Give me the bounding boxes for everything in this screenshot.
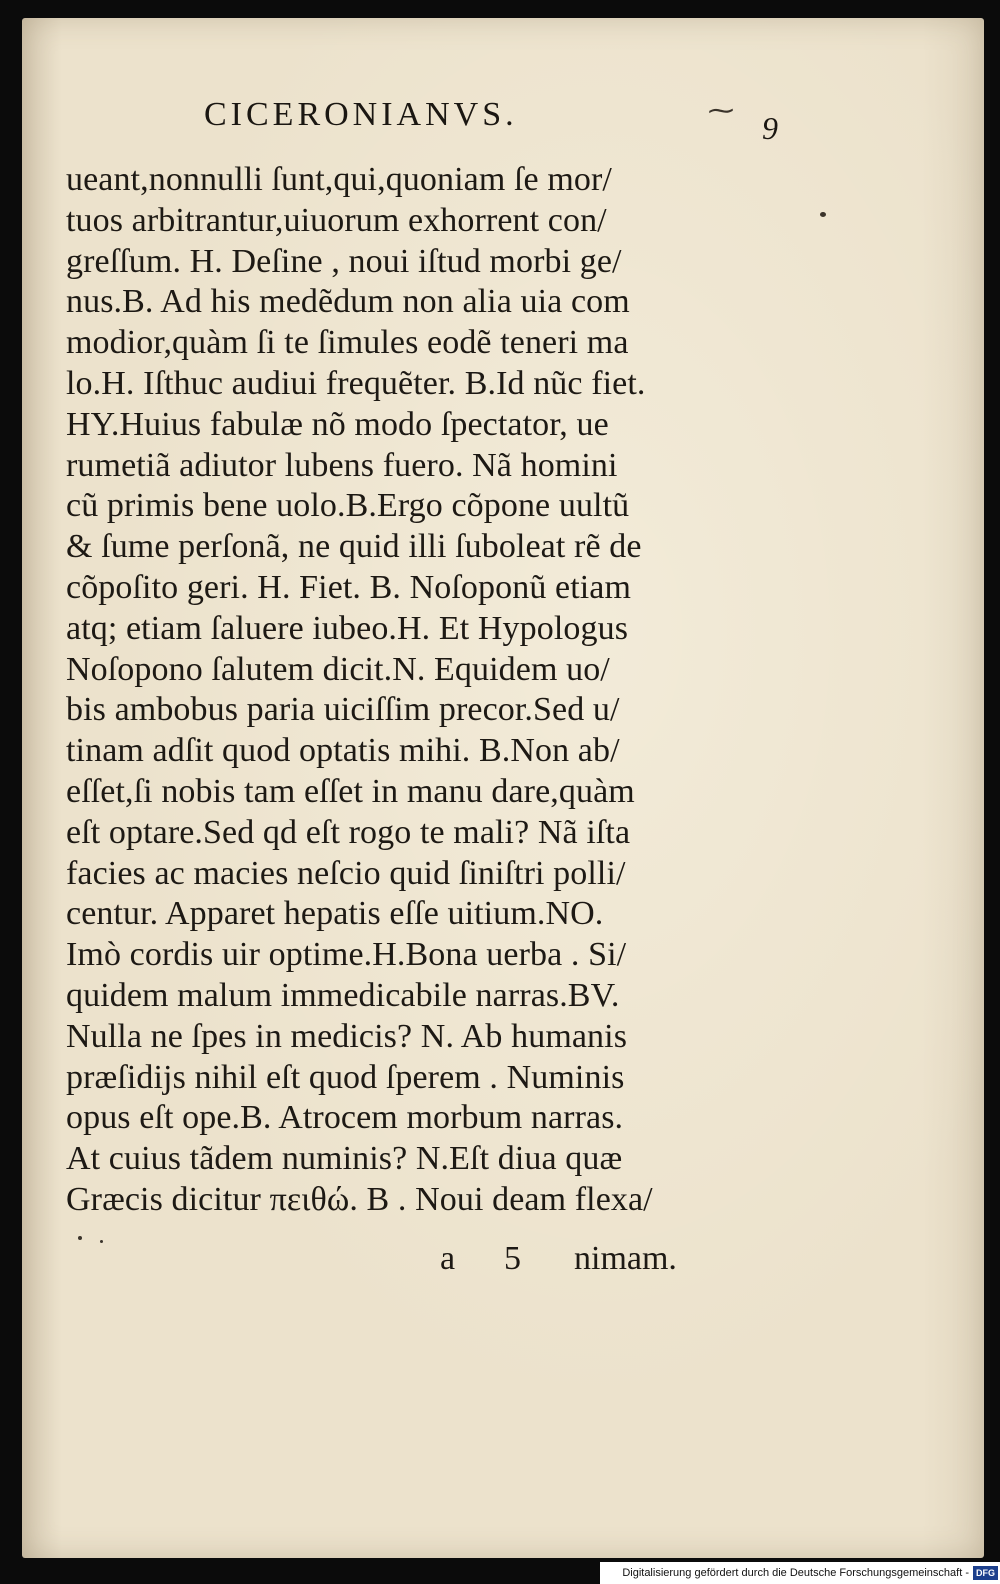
text-line: Græcis dicitur πειθώ. B . Noui deam flexa/	[66, 1180, 653, 1218]
text-line: bis ambobus paria uiciſſim precor.Sed u/	[66, 691, 620, 729]
ink-speck	[100, 1240, 103, 1243]
ink-speck	[820, 212, 826, 217]
text-line: HY.Huius fabulæ nõ modo ſpectator, ue	[66, 405, 609, 443]
text-line: rumetiã adiutor lubens fuero. Nã homini	[66, 446, 618, 484]
page-number: 9	[762, 110, 778, 146]
text-line: tinam adſit quod optatis mihi. B.Non ab/	[66, 732, 620, 770]
signature-mark: a	[440, 1240, 456, 1277]
text-line: centur. Apparet hepatis eſſe uitium.NO.	[66, 895, 604, 933]
text-line: facies ac macies neſcio quid ſiniſtri polli/	[66, 854, 626, 892]
text-line: Imò cordis uir optime.H.Bona uerba . Si/	[66, 936, 627, 974]
text-line: opus eſt ope.B. Atrocem morbum narras.	[66, 1099, 624, 1137]
text-line: eſt optare.Sed qd eſt rogo te mali? Nã iſta	[66, 813, 631, 851]
text-line: modior,quàm ſi te ſimules eodẽ teneri ma	[66, 324, 629, 362]
text-line: quidem malum immedicabile narras.BV.	[66, 976, 620, 1014]
text-line: lo.H. Iſthuc audiui frequẽter. B.Id nũc fiet.	[66, 364, 646, 402]
text-line: Nulla ne ſpes in medicis? N. Ab humanis	[66, 1017, 628, 1055]
text-line: præſidijs nihil eſt quod ſperem . Numinis	[66, 1058, 625, 1096]
text-line: cõpoſito geri. H. Fiet. B. Noſoponũ etiam	[66, 568, 632, 606]
text-line: Noſopono ſalutem dicit.N. Equidem uo/	[66, 650, 610, 688]
text-line: tuos arbitrantur,uiuorum exhorrent con/	[66, 201, 607, 239]
text-line: & ſume perſonã, ne quid illi ſuboleat rẽ de	[66, 528, 642, 566]
text-line: At cuius tãdem numinis? N.Eſt diua quæ	[66, 1140, 623, 1178]
text-line: atq; etiam ſaluere iubeo.H. Et Hypologus	[66, 609, 629, 647]
running-head: CICERONIANVS.	[204, 96, 518, 133]
page-footer	[440, 1240, 677, 1278]
text-block	[66, 160, 726, 1221]
dfg-logo: DFG	[973, 1566, 998, 1580]
head-ornament: ⁓	[708, 96, 734, 125]
text-line: eſſet,ſi nobis tam eſſet in manu dare,quàm	[66, 772, 635, 810]
ink-speck	[78, 1236, 82, 1240]
text-line: cũ primis bene uolo.B.Ergo cõpone uultũ	[66, 487, 630, 525]
text-line: nus.B. Ad his medẽdum non alia uia com	[66, 283, 630, 321]
text-line: ueant,nonnulli ſunt,qui,quoniam ſe mor/	[66, 161, 612, 198]
digitization-credit	[600, 1562, 1000, 1584]
credit-text: Digitalisierung gefördert durch die Deutsche Forschungsgemeinschaft -	[622, 1567, 969, 1579]
signature-number: 5	[504, 1240, 521, 1277]
text-line: greſſum. H. Deſine , noui iſtud morbi ge/	[66, 242, 622, 280]
catchword: nimam.	[574, 1240, 677, 1277]
